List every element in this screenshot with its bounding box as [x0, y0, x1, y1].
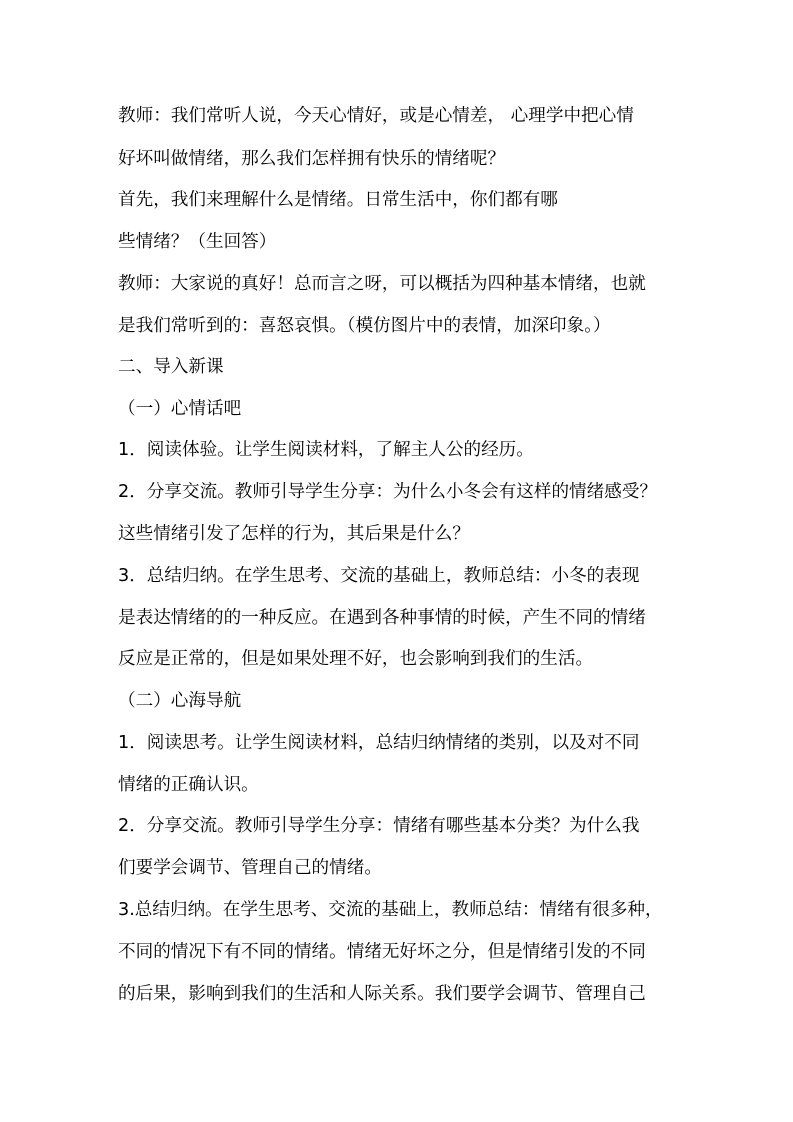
list-item: 2．分享交流。教师引导学生分享：情绪有哪些基本分类？为什么我 — [118, 816, 640, 836]
text-line: 这些情绪引发了怎样的行为，其后果是什么？ — [118, 524, 470, 544]
list-item: 1．阅读体验。让学生阅读材料，了解主人公的经历。 — [118, 440, 534, 460]
text-line: 不同的情况下有不同的情绪。情绪无好坏之分，但是情绪引发的不同 — [118, 942, 646, 962]
section-heading: 二、导入新课 — [118, 357, 224, 377]
text-line: 教师：大家说的真好！总而言之呀，可以概括为四种基本情绪，也就 — [118, 274, 646, 294]
list-item: 3．总结归纳。在学生思考、交流的基础上，教师总结：小冬的表现 — [118, 566, 640, 586]
text-line: 情绪的正确认识。 — [118, 775, 259, 795]
text-line: 们要学会调节、管理自己的情绪。 — [118, 858, 382, 878]
text-line: 是我们常听到的：喜怒哀惧。（模仿图片中的表情，加深印象。） — [118, 316, 611, 336]
text-line: 的后果，影响到我们的生活和人际关系。我们要学会调节、管理自己 — [118, 984, 646, 1004]
subsection-heading: （一）心情话吧 — [118, 399, 242, 419]
list-item: 1．阅读思考。让学生阅读材料，总结归纳情绪的类别，以及对不同 — [118, 733, 640, 753]
text-line: 些情绪？（生回答） — [118, 232, 277, 252]
subsection-heading: （二）心海导航 — [118, 691, 242, 711]
text-line: 是表达情绪的的一种反应。在遇到各种事情的时候，产生不同的情绪 — [118, 608, 646, 628]
text-line: 好坏叫做情绪，那么我们怎样拥有快乐的情绪呢？ — [118, 149, 506, 169]
list-item: 3.总结归纳。在学生思考、交流的基础上，教师总结：情绪有很多种， — [118, 900, 663, 920]
list-item: 2．分享交流。教师引导学生分享：为什么小冬会有这样的情绪感受？ — [118, 482, 658, 502]
text-line: 教师：我们常听人说，今天心情好，或是心情差， 心理学中把心情 — [118, 106, 634, 126]
text-line: 首先，我们来理解什么是情绪。日常生活中，你们都有哪 — [118, 190, 558, 210]
text-line: 反应是正常的，但是如果处理不好，也会影响到我们的生活。 — [118, 649, 594, 669]
